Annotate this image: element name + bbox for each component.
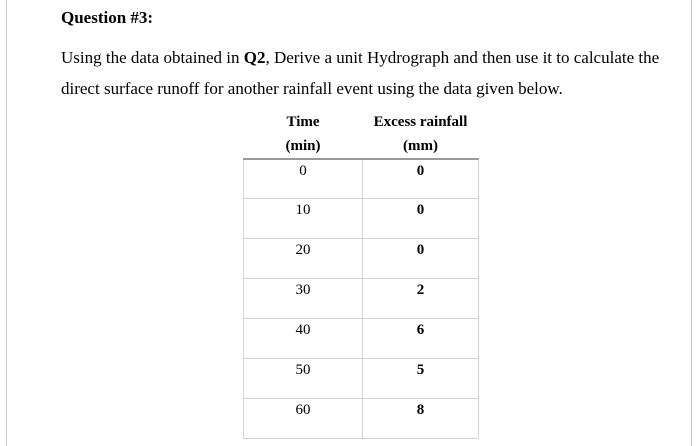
time-cell: 60	[244, 399, 363, 439]
table-row	[244, 239, 479, 279]
time-cell: 20	[244, 239, 363, 279]
header-time-label: Time	[286, 114, 320, 130]
time-cell: 30	[244, 279, 363, 319]
question-text-start: Using the data obtained in	[61, 48, 244, 67]
header-rainfall	[363, 110, 479, 159]
rainfall-cell: 0	[363, 159, 479, 199]
table-header-row	[244, 110, 479, 159]
question-text	[61, 42, 661, 104]
rainfall-cell: 2	[363, 279, 479, 319]
rainfall-cell: 0	[363, 199, 479, 239]
rainfall-table	[243, 110, 479, 439]
rainfall-cell: 6	[363, 319, 479, 359]
table-row	[244, 279, 479, 319]
rainfall-cell: 5	[363, 359, 479, 399]
time-cell: 0	[244, 159, 363, 199]
time-cell: 10	[244, 199, 363, 239]
rainfall-cell: 8	[363, 399, 479, 439]
rainfall-cell: 0	[363, 239, 479, 279]
question-text-end: , Derive a unit Hydrograph and then use it to calculate the direct surface runoff for another rainfall event using the data given below.	[61, 48, 660, 98]
table-row	[244, 359, 479, 399]
header-time-unit: (min)	[285, 138, 321, 154]
question-text-reference: Q2	[243, 48, 266, 67]
header-time	[244, 110, 363, 159]
question-heading: Question #3:	[61, 8, 154, 27]
header-rainfall-label: Excess rainfall	[373, 114, 468, 130]
table-row	[244, 159, 479, 199]
time-cell: 40	[244, 319, 363, 359]
table-row	[244, 199, 479, 239]
table-row	[244, 399, 479, 439]
header-rainfall-unit: (mm)	[403, 138, 438, 154]
table-row	[244, 319, 479, 359]
time-cell: 50	[244, 359, 363, 399]
